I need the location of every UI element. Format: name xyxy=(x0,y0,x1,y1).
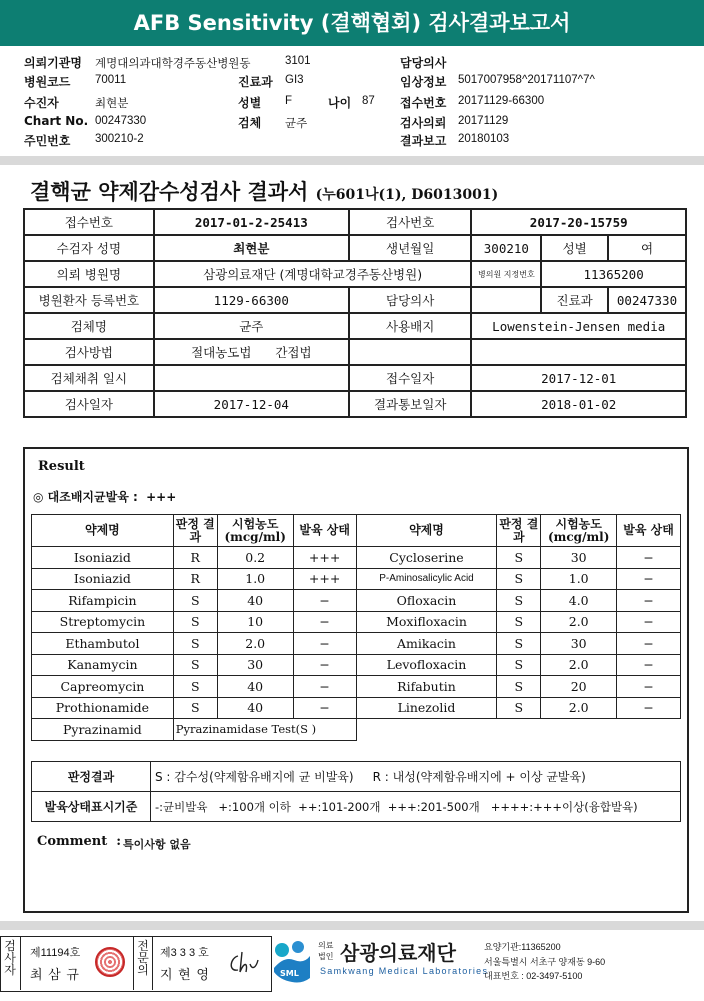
test-concentration: 30 xyxy=(541,547,617,569)
growth-status: − xyxy=(617,654,681,676)
form-row xyxy=(24,261,686,287)
org-prefix-2: 법인 xyxy=(318,952,334,961)
drug-row xyxy=(32,654,681,676)
sex-label: 성별 xyxy=(238,96,262,110)
legend-label: 판정결과 xyxy=(32,762,151,792)
judgement: S xyxy=(173,633,217,655)
age-label: 나이 xyxy=(328,96,352,110)
dept-label: 진료과 xyxy=(238,75,273,89)
report-value: 20180103 xyxy=(458,133,510,145)
col-growth: 발육 상태 xyxy=(293,515,356,547)
judgement: S xyxy=(497,633,541,655)
signature-icon xyxy=(226,948,262,978)
judgement: S xyxy=(497,568,541,590)
form-empty xyxy=(471,339,686,365)
growth-status: − xyxy=(617,611,681,633)
form-row xyxy=(24,209,686,235)
drug-name: Streptomycin xyxy=(32,611,174,633)
signer1-role: 검 사 자 xyxy=(4,939,16,977)
report-label: 결과보고 xyxy=(400,134,447,148)
test-concentration: 1.0 xyxy=(541,568,617,590)
patient-label: 수진자 xyxy=(24,96,59,110)
drug-result: Pyrazinamidase Test(S ) xyxy=(173,719,356,741)
growth-status: − xyxy=(293,611,356,633)
specimen-value: 균주 xyxy=(285,118,308,130)
drug-name: Amikacin xyxy=(356,633,497,655)
report-header: AFB Sensitivity (결핵협회) 검사결과보고서 xyxy=(0,0,704,46)
test-concentration: 1.0 xyxy=(217,568,293,590)
org-name: 삼광의료재단 xyxy=(340,941,456,965)
hospcode-label: 병원코드 xyxy=(24,75,71,89)
form-label: 검사일자 xyxy=(24,391,154,417)
judgement: S xyxy=(173,697,217,719)
judgement: S xyxy=(497,697,541,719)
test-concentration: 30 xyxy=(217,654,293,676)
form-empty xyxy=(349,339,472,365)
drug-name: Kanamycin xyxy=(32,654,174,676)
chart-label: Chart No. xyxy=(24,114,89,128)
drug-name: Pyrazinamid xyxy=(32,719,174,741)
legend-row xyxy=(32,762,681,792)
logo-text: SML xyxy=(280,969,299,978)
col-conc: 시험농도 (mcg/ml) xyxy=(541,515,617,547)
form-row xyxy=(24,313,686,339)
growth-status: − xyxy=(617,676,681,698)
drug-row xyxy=(32,568,681,590)
form-row xyxy=(24,339,686,365)
drug-name: Rifampicin xyxy=(32,590,174,612)
patient-value: 최현분 xyxy=(95,98,129,110)
form-label: 검체명 xyxy=(24,313,154,339)
drug-name: Isoniazid xyxy=(32,547,174,569)
hospcode-value: 70011 xyxy=(95,74,127,86)
title-subtitle: (누601나(1), D6013001) xyxy=(315,187,499,203)
id-value: 300210-2 xyxy=(95,133,144,145)
legend-label: 발육상태표시기준 xyxy=(32,792,151,822)
form-label: 병원환자 등록번호 xyxy=(24,287,154,313)
req-label: 검사의뢰 xyxy=(400,116,447,130)
code1-value: 3101 xyxy=(285,55,311,67)
form-value: 2017-12-04 xyxy=(154,391,349,417)
signer1-name: 최 삼 규 xyxy=(30,967,80,982)
form-value: 00247330 xyxy=(608,287,686,313)
form-value xyxy=(154,365,349,391)
form-row xyxy=(24,235,686,261)
drug-table xyxy=(31,514,681,741)
doctor-label: 담당의사 xyxy=(400,56,447,70)
form-value: 여 xyxy=(608,235,686,261)
drug-name: Linezolid xyxy=(356,697,497,719)
method-1: 절대농도법 xyxy=(191,345,252,360)
test-concentration: 40 xyxy=(217,697,293,719)
clinical-label: 임상정보 xyxy=(400,75,447,89)
growth-status: +++ xyxy=(293,547,356,569)
growth-status: − xyxy=(293,697,356,719)
specimen-label: 검체 xyxy=(238,116,262,130)
legend-text: -:균비발육 +:100개 이하 ++:101-200개 +++:201-500개 ++++:+++이상(융합발육) xyxy=(151,792,681,822)
growth-status: +++ xyxy=(293,568,356,590)
form-value: 2017-01-2-25413 xyxy=(154,209,349,235)
org-phone: 대표번호 : 02-3497-5100 xyxy=(484,971,583,981)
patient-form-table xyxy=(23,208,687,418)
signer2-name: 지 현 영 xyxy=(160,967,210,982)
form-row xyxy=(24,391,686,417)
result-label: Result xyxy=(38,459,85,474)
drug-name: Ethambutol xyxy=(32,633,174,655)
inst-label: 의뢰기관명 xyxy=(24,56,82,70)
form-label: 검체채취 일시 xyxy=(24,365,154,391)
drug-name: Prothionamide xyxy=(32,697,174,719)
form-label: 결과통보일자 xyxy=(349,391,472,417)
dept-value: GI3 xyxy=(285,74,304,86)
id-label: 주민번호 xyxy=(24,134,71,148)
drug-name: Isoniazid xyxy=(32,568,174,590)
recv-label: 접수번호 xyxy=(400,96,447,110)
form-value: 균주 xyxy=(154,313,349,339)
test-concentration: 40 xyxy=(217,590,293,612)
org-prefix xyxy=(318,940,333,962)
form-value: 삼광의료재단 (계명대학교경주동산병원) xyxy=(154,261,472,287)
col-judge: 판정 결과 xyxy=(173,515,217,547)
test-concentration: 2.0 xyxy=(541,611,617,633)
drug-name: Capreomycin xyxy=(32,676,174,698)
pza-row xyxy=(32,719,681,741)
drug-row xyxy=(32,697,681,719)
comment-label: Comment : xyxy=(37,834,122,849)
judgement: S xyxy=(173,676,217,698)
drug-row xyxy=(32,547,681,569)
judgement: S xyxy=(497,590,541,612)
test-concentration: 2.0 xyxy=(217,633,293,655)
form-label: 성별 xyxy=(541,235,608,261)
signer2-role: 전 문 의 xyxy=(137,939,149,977)
test-concentration: 2.0 xyxy=(541,697,617,719)
chart-value: 00247330 xyxy=(95,115,147,127)
test-concentration: 30 xyxy=(541,633,617,655)
growth-status: − xyxy=(617,633,681,655)
org-address: 서울특별시 서초구 양재동 9-60 xyxy=(484,957,606,967)
drug-name: Cycloserine xyxy=(356,547,497,569)
form-value: 2018-01-02 xyxy=(471,391,686,417)
growth-status: − xyxy=(293,676,356,698)
growth-status: − xyxy=(293,590,356,612)
col-drug: 약제명 xyxy=(356,515,497,547)
legend-text: S : 감수성(약제함유배지에 균 비발육) R : 내성(약제함유배지에 + 이상 균발육) xyxy=(151,762,681,792)
growth-status: − xyxy=(617,697,681,719)
form-value xyxy=(471,287,541,313)
drug-table-header xyxy=(32,515,681,547)
sml-logo-icon xyxy=(272,938,312,988)
judgement: R xyxy=(173,547,217,569)
form-label: 의뢰 병원명 xyxy=(24,261,154,287)
col-drug: 약제명 xyxy=(32,515,174,547)
drug-row xyxy=(32,611,681,633)
drug-row xyxy=(32,590,681,612)
form-value: 2017-20-15759 xyxy=(471,209,686,235)
judgement: S xyxy=(497,547,541,569)
form-label: 검사방법 xyxy=(24,339,154,365)
sex-value: F xyxy=(285,95,293,107)
col-judge: 판정 결과 xyxy=(497,515,541,547)
inst-value: 계명대의과대학경주동산병원동 xyxy=(95,58,251,70)
col-growth: 발육 상태 xyxy=(617,515,681,547)
form-label: 진료과 xyxy=(541,287,608,313)
test-concentration: 2.0 xyxy=(541,654,617,676)
drug-row xyxy=(32,633,681,655)
age-value: 87 xyxy=(362,95,375,107)
form-value: 11365200 xyxy=(541,261,686,287)
title-text: 결핵균 약제감수성검사 결과서 xyxy=(30,179,309,204)
seal-stamp-icon xyxy=(95,947,125,977)
form-value: 2017-12-01 xyxy=(471,365,686,391)
form-value: 최현분 xyxy=(154,235,349,261)
form-value: 1129-66300 xyxy=(154,287,349,313)
form-label: 수검자 성명 xyxy=(24,235,154,261)
legend-row xyxy=(32,792,681,822)
form-label: 사용배지 xyxy=(349,313,472,339)
test-concentration: 40 xyxy=(217,676,293,698)
judgement: S xyxy=(173,590,217,612)
form-label: 접수번호 xyxy=(24,209,154,235)
test-concentration: 4.0 xyxy=(541,590,617,612)
form-row xyxy=(24,287,686,313)
org-english-name: Samkwang Medical Laboratories xyxy=(320,966,489,976)
separator-top xyxy=(0,156,704,165)
test-concentration: 20 xyxy=(541,676,617,698)
test-concentration: 0.2 xyxy=(217,547,293,569)
signer2-license: 제3 3 3 호 xyxy=(160,947,209,959)
growth-status: − xyxy=(617,547,681,569)
drug-name: P-Aminosalicylic Acid xyxy=(356,568,497,590)
org-prefix-1: 의료 xyxy=(318,941,334,950)
judgement: R xyxy=(173,568,217,590)
req-value: 20171129 xyxy=(458,115,509,127)
org-code: 요양기관:11365200 xyxy=(484,942,561,952)
document-title xyxy=(30,176,498,206)
blank-cell xyxy=(356,719,680,741)
drug-name: Ofloxacin xyxy=(356,590,497,612)
clinical-value: 5017007958^20171107^7^ xyxy=(458,74,595,86)
form-label: 접수일자 xyxy=(349,365,472,391)
form-label: 담당의사 xyxy=(349,287,472,313)
drug-name: Moxifloxacin xyxy=(356,611,497,633)
judgement: S xyxy=(173,654,217,676)
growth-status: − xyxy=(293,654,356,676)
control-growth: ◎ 대조배지균발육 : +++ xyxy=(33,490,177,504)
drug-name: Rifabutin xyxy=(356,676,497,698)
judgement: S xyxy=(497,654,541,676)
signer1-license: 제11194호 xyxy=(30,947,81,959)
form-value: Lowenstein-Jensen media xyxy=(471,313,686,339)
comment-value: 특이사항 없음 xyxy=(123,838,191,851)
drug-row xyxy=(32,676,681,698)
form-label: 병의원 지정번호 xyxy=(471,261,541,287)
legend-table xyxy=(31,761,681,822)
method-2: 간접법 xyxy=(275,345,312,360)
judgement: S xyxy=(497,611,541,633)
form-label: 검사번호 xyxy=(349,209,472,235)
col-conc: 시험농도 (mcg/ml) xyxy=(217,515,293,547)
growth-status: − xyxy=(293,633,356,655)
growth-status: − xyxy=(617,568,681,590)
growth-status: − xyxy=(617,590,681,612)
form-value xyxy=(154,339,349,365)
form-row xyxy=(24,365,686,391)
judgement: S xyxy=(173,611,217,633)
form-label: 생년월일 xyxy=(349,235,472,261)
separator-bottom xyxy=(0,921,704,930)
drug-name: Levofloxacin xyxy=(356,654,497,676)
form-value: 300210 xyxy=(471,235,541,261)
recv-value: 20171129-66300 xyxy=(458,95,545,107)
test-concentration: 10 xyxy=(217,611,293,633)
judgement: S xyxy=(497,676,541,698)
